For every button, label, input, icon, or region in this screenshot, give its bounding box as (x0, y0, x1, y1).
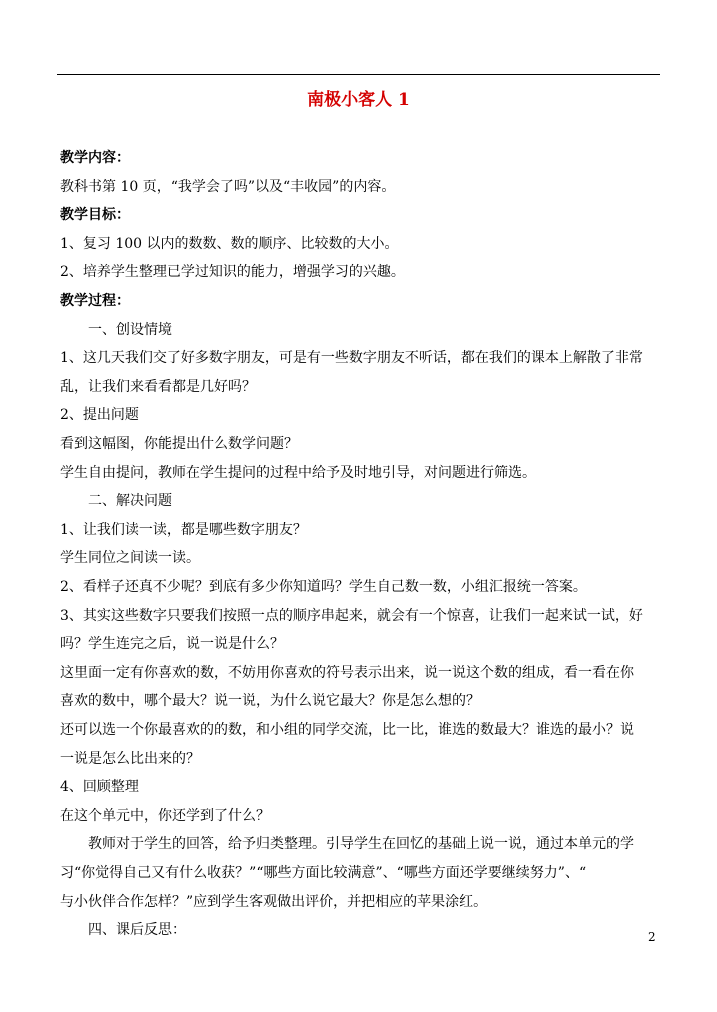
body-line: 四、课后反思： (88, 922, 186, 939)
body-line: 还可以选一个你最喜欢的的数，和小组的同学交流，比一比，谁选的数最大？谁选的最小？说 (60, 722, 634, 738)
body-line: 看到这幅图，你能提出什么数学问题？ (60, 436, 298, 452)
body-line: 二、解决问题 (88, 493, 172, 510)
body-line: 吗？学生连完之后，说一说是什么？ (60, 636, 284, 653)
header-rule (57, 74, 660, 75)
body-line: 2、提出问题 (60, 407, 139, 424)
body-line: 1、复习 100 以内的数数、数的顺序、比较数的大小。 (60, 235, 399, 252)
body-line: 3、其实这些数字只要我们按照一点的顺序串起来，就会有一个惊喜，让我们一起来试一试，好 (60, 607, 643, 624)
body-line: 在这个单元中，你还学到了什么？ (60, 807, 270, 824)
body-line: 4、回顾整理 (60, 779, 139, 796)
body-line: 习“你觉得自己又有什么收获？”“哪些方面比较满意”、“哪些方面还学要继续努力”、“ (60, 865, 587, 881)
body-line: 1、这几天我们交了好多数字朋友，可是有一些数字朋友不听话，都在我们的课本上解散了非常 (60, 350, 643, 367)
body-line: 一、创设情境 (88, 321, 172, 338)
section-heading: 教学目标： (60, 207, 130, 224)
body-line: 2、培养学生整理已学过知识的能力，增强学习的兴趣。 (60, 264, 405, 281)
body-line: 学生自由提问，教师在学生提问的过程中给予及时地引导，对问题进行筛选。 (60, 464, 536, 481)
body-line: 2、看样子还真不少呢？到底有多少你知道吗？学生自己数一数，小组汇报统一答案。 (60, 579, 587, 595)
section-heading: 教学内容： (60, 150, 130, 166)
document-title: 南极小客人 1 (307, 90, 410, 110)
page-number: 2 (648, 930, 656, 944)
body-line: 喜欢的数中，哪个最大？说一说，为什么说它最大？你是怎么想的？ (60, 693, 480, 710)
body-line: 一说是怎么比出来的？ (60, 750, 200, 767)
body-line: 教科书第 10 页，“我学会了吗”以及“丰收园”的内容。 (60, 178, 396, 195)
section-heading: 教学过程： (60, 293, 130, 309)
body-line: 乱，让我们来看看都是几好吗？ (60, 378, 256, 395)
body-line: 1、让我们读一读，都是哪些数字朋友？ (60, 521, 307, 538)
body-line: 教师对于学生的回答，给予归类整理。引导学生在回忆的基础上说一说，通过本单元的学 (88, 836, 634, 853)
body-line: 与小伙伴合作怎样？”应到学生客观做出评价，并把相应的苹果涂红。 (60, 893, 488, 910)
body-line: 这里面一定有你喜欢的数，不妨用你喜欢的符号表示出来，说一说这个数的组成，看一看在你 (60, 664, 634, 681)
body-line: 学生同位之间读一读。 (60, 550, 200, 567)
